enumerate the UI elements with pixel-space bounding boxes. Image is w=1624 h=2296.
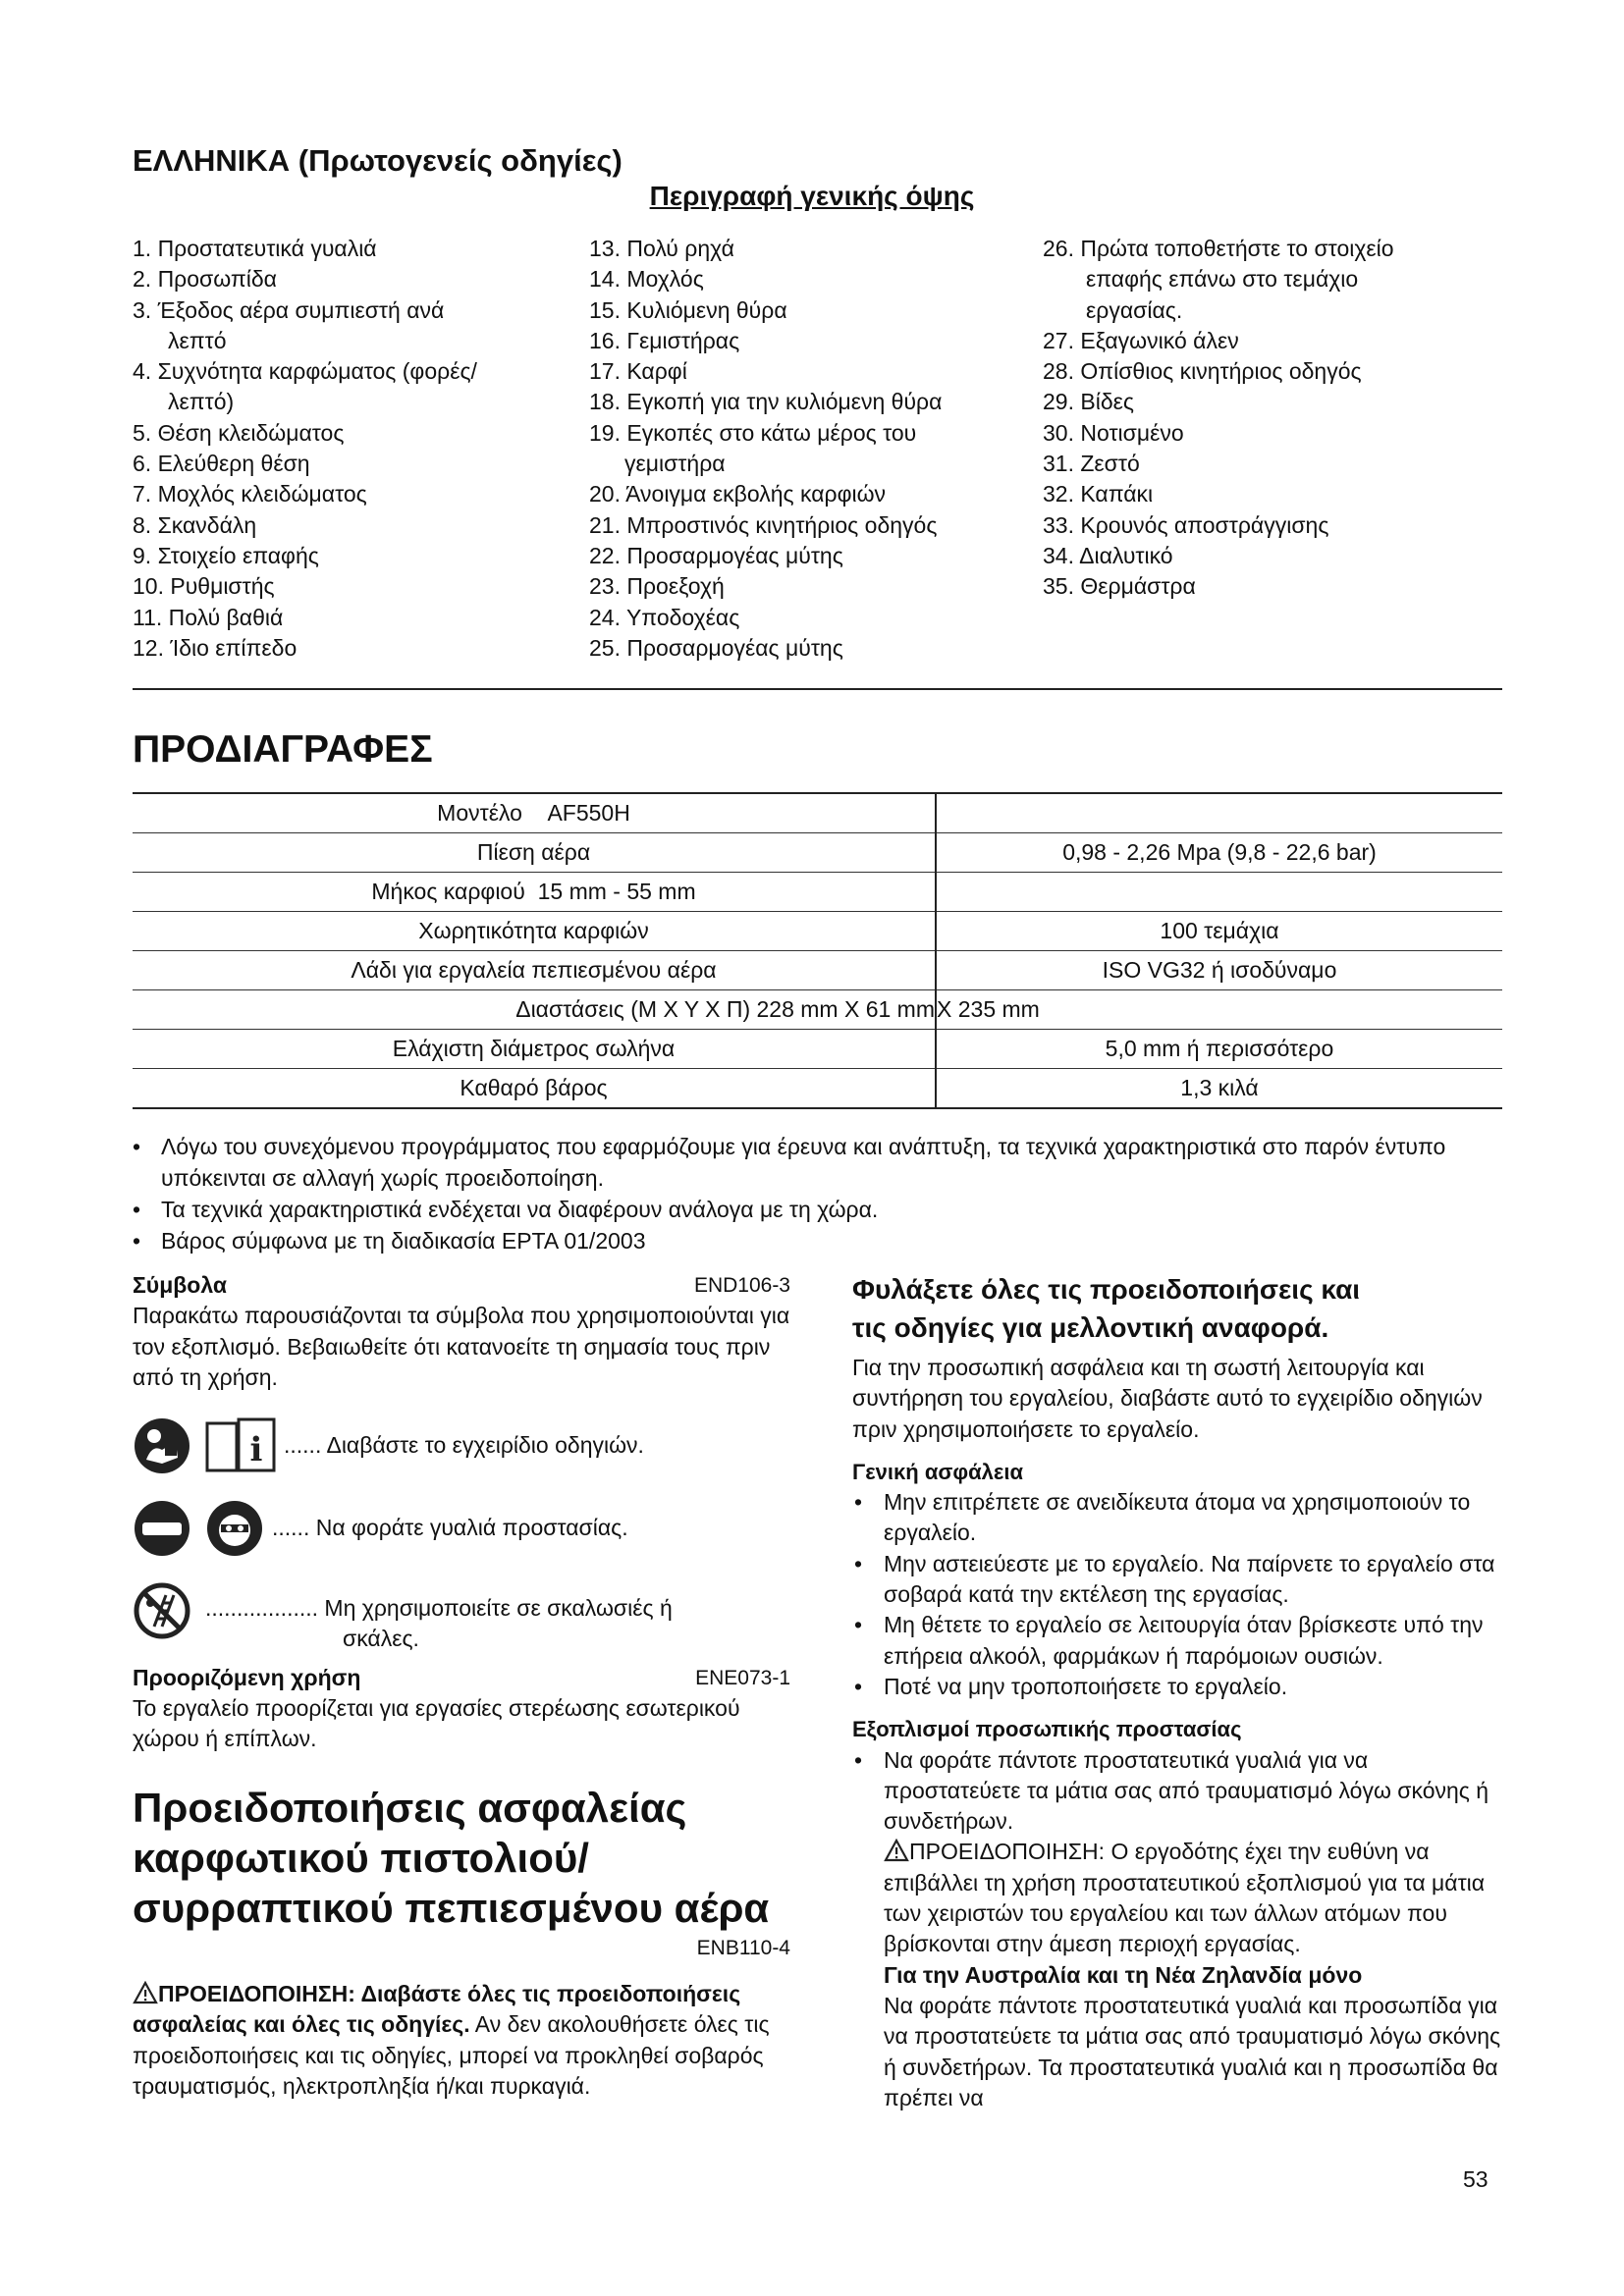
part-item: 23. Προεξοχή (589, 573, 725, 600)
part-item: 2. Προσωπίδα (133, 266, 277, 293)
list-item: • Μη θέτετε το εργαλείο σε λειτουργία όταν βρίσκεστε υπό την επήρεια αλκοόλ, φαρμάκων ή παρόμοιων ουσιών. (854, 1612, 1484, 1669)
list-item-text: Μη θέτετε το εργαλείο σε λειτουργία όταν βρίσκεστε υπό την επήρεια αλκοόλ, φαρμάκων ή παρόμοιων ουσιών. (884, 1612, 1484, 1669)
list-item-text: Ποτέ να μην τροποποιήσετε το εργαλείο. (884, 1673, 1288, 1699)
warning-text: Αν δεν ακολουθήσετε όλες τις προειδοποιήσεις και τις οδηγίες, μπορεί να προκληθεί σοβαρός τραυματισμός, ηλεκτροπληξία ή/και πυρκαγιά. (133, 2011, 770, 2099)
symbol-row-manual (133, 1416, 790, 1475)
title-line: καρφωτικού πιστολιού/ (133, 1834, 589, 1881)
part-item: λεπτό) (168, 389, 235, 415)
part-item: 18. Εγκοπή για την κυλιόμενη θύρα (589, 389, 943, 415)
spec-label (133, 990, 936, 1030)
spec-value: 1,3 κιλά (936, 1069, 1502, 1109)
part-item: 28. Οπίσθιος κινητήριος οδηγός (1043, 358, 1362, 385)
specs-title: ΠΡΟΔΙΑΓΡΑΦΕΣ (133, 728, 433, 771)
spec-label: Χωρητικότητα καρφιών (133, 912, 936, 951)
part-item: γεμιστήρα (624, 451, 726, 477)
title-line: συρραπτικού πεπιεσμένου αέρα (133, 1884, 770, 1931)
list-item-text: Να φοράτε πάντοτε προστατευτικά γυαλιά για να προστατεύετε τα μάτια σας από τραυματισμό λόγω σκόνης ή συνδετήρων. (884, 1746, 1489, 1835)
intended-use-code: ENE073-1 (695, 1666, 790, 1689)
australia-heading: Για την Αυστραλία και τη Νέα Ζηλανδία μόνο (884, 1961, 1363, 1988)
part-item: 19. Εγκοπές στο κάτω μέρος του (589, 419, 917, 446)
symbols-title: Σύμβολα (133, 1272, 227, 1298)
manual-book-icon (205, 1417, 276, 1474)
symbols-intro: Παρακάτω παρουσιάζονται τα σύμβολα που χρησιμοποιούνται για τον εξοπλισμό. Βεβαιωθείτε ότι κατανοείτε τη σημασία τους πριν από τη χρήση. (133, 1303, 790, 1390)
table-row (133, 1030, 1502, 1069)
spec-value: ISO VG32 ή ισοδύναμο (936, 951, 1502, 990)
keep-warnings-title (852, 1270, 1502, 1347)
part-item: 20. Άνοιγμα εκβολής καρφιών (589, 481, 887, 507)
part-item: 24. Υποδοχέας (589, 604, 740, 630)
safety-warning-paragraph (133, 1979, 790, 2102)
australia-text: Να φοράτε πάντοτε προστατευτικά γυαλιά και προσωπίδα για να προστατεύετε τα μάτια σας από τραυματισμό λόγω σκόνης ή συνδετήρων. Τα προστατευτικά γυαλιά και η προσωπίδα θα πρέπει να (884, 1992, 1501, 2110)
part-item: 27. Εξαγωνικό άλεν (1043, 327, 1239, 353)
dims-value-a: 228 mm X 61 mm (756, 996, 935, 1022)
symbol-icons (133, 1499, 264, 1558)
spec-label (133, 873, 936, 912)
right-intro: Για την προσωπική ασφάλεια και τη σωστή λειτουργία και συντήρηση του εργαλείου, διαβάστε αυτό το εγχειρίδιο οδηγιών πριν χρησιμοποιήσετε το εργαλείο. (852, 1355, 1483, 1442)
spec-label (133, 793, 936, 833)
part-item: 17. Καρφί (589, 358, 687, 385)
table-row (133, 873, 1502, 912)
nail-length-value: 15 mm - 55 mm (537, 879, 696, 904)
part-item: 8. Σκανδάλη (133, 511, 257, 538)
note-item: • Τα τεχνικά χαρακτηριστικά ενδέχεται να διαφέρουν ανάλογα με τη χώρα. (133, 1197, 879, 1222)
part-item: 11. Πολύ βαθιά (133, 604, 284, 630)
spec-value (936, 873, 1502, 912)
title-line: τις οδηγίες για μελλοντική αναφορά. (852, 1312, 1329, 1343)
table-row (133, 833, 1502, 873)
list-item-text: Μην αστειεύεστε με το εργαλείο. Να παίρνετε το εργαλείο στα σοβαρά κατά την εκτέλεση της εργασίας. (884, 1550, 1495, 1608)
list-item: • Μην επιτρέπετε σε ανειδίκευτα άτομα να χρησιμοποιούν το εργαλείο. (854, 1489, 1471, 1546)
safety-glasses-icon (133, 1499, 191, 1558)
ppe-warning-text: ΠΡΟΕΙΔΟΠΟΙΗΣΗ: Ο εργοδότης έχει την ευθύνη να επιβάλλει τη χρήση προστατευτικού εξοπλισμού για τα μάτια των χειριστών του εργαλείου και των άλλων ατόμων που βρίσκονται στην άμεση περιοχή εργασίας. (884, 1839, 1486, 1957)
part-item: 31. Ζεστό (1043, 451, 1140, 477)
title-line: Προειδοποιήσεις ασφαλείας (133, 1784, 687, 1831)
part-item: 33. Κρουνός αποστράγγισης (1043, 511, 1329, 538)
table-row (133, 990, 1502, 1030)
page-number: 53 (1463, 2166, 1489, 2192)
svg-text:i: i (249, 1430, 263, 1470)
left-column (133, 1270, 790, 2102)
part-item: 34. Διαλυτικό (1043, 542, 1173, 568)
list-item: • Να φοράτε πάντοτε προστατευτικά γυαλιά για να προστατεύετε τα μάτια σας από τραυματισμό λόγω σκόνης ή συνδετήρων. (854, 1746, 1489, 1835)
spec-notes (133, 1131, 1507, 1256)
parts-column-3 (1043, 234, 1394, 603)
part-item: 10. Ρυθμιστής (133, 573, 275, 600)
intended-use-heading (133, 1663, 790, 1693)
part-item: 13. Πολύ ρηχά (589, 236, 734, 261)
part-item: 25. Προσαρμογέας μύτης (589, 634, 843, 661)
part-item: 7. Μοχλός κλειδώματος (133, 481, 367, 507)
list-item: • Μην αστειεύεστε με το εργαλείο. Να παίρνετε το εργαλείο στα σοβαρά κατά την εκτέλεση της εργασίας. (854, 1550, 1495, 1608)
read-manual-text: ...... Διαβάστε το εγχειρίδιο οδηγιών. (284, 1432, 644, 1459)
spec-value: X 235 mm (936, 990, 1502, 1030)
symbols-heading (133, 1270, 790, 1301)
intended-use-title: Προοριζόμενη χρήση (133, 1664, 361, 1690)
part-item: 16. Γεμιστήρας (589, 327, 740, 353)
parts-column-2 (589, 234, 942, 664)
nail-length-label: Μήκος καρφιού (371, 879, 525, 904)
spec-value: 5,0 mm ή περισσότερο (936, 1030, 1502, 1069)
ppe-warning (852, 1837, 1502, 1959)
list-item-text: Μην επιτρέπετε σε ανειδίκευτα άτομα να χρησιμοποιούν το εργαλείο. (884, 1489, 1471, 1546)
warning-triangle-icon (884, 1839, 909, 1862)
list-item: • Ποτέ να μην τροποποιήσετε το εργαλείο. (854, 1673, 1288, 1699)
section-divider (133, 688, 1502, 690)
part-item: 14. Μοχλός (589, 266, 704, 293)
part-item: 3. Έξοδος αέρα συμπιεστή ανά (133, 296, 445, 323)
right-column (852, 1270, 1502, 2113)
part-item: 21. Μπροστινός κινητήριος οδηγός (589, 511, 938, 538)
part-item: 9. Στοιχείο επαφής (133, 542, 319, 568)
no-ladder-text (205, 1593, 673, 1655)
dims-label: Διαστάσεις (Μ Χ Υ Χ Π) (515, 996, 751, 1022)
ppe-heading: Εξοπλισμοί προσωπικής προστασίας (852, 1717, 1242, 1742)
model-value: AF550H (547, 800, 630, 826)
overview-title: Περιγραφή γενικής όψης (649, 181, 975, 211)
read-manual-icon (133, 1416, 191, 1475)
part-item: 29. Βίδες (1043, 389, 1134, 415)
part-item: 15. Κυλιόμενη θύρα (589, 296, 787, 323)
model-label: Μοντέλο (437, 800, 522, 826)
language-title: ΕΛΛΗΝΙΚΑ (Πρωτογενείς οδηγίες) (133, 143, 623, 178)
symbols-code: END106-3 (693, 1274, 790, 1297)
no-ladder-line: .................. Μη χρησιμοποιείτε σε σκαλωσιές ή (205, 1595, 673, 1622)
spec-label: Καθαρό βάρος (133, 1069, 936, 1109)
face-shield-icon (205, 1499, 264, 1558)
safety-code: ENB110-4 (696, 1936, 790, 1959)
parts-column-1 (133, 234, 477, 664)
note-text: Τα τεχνικά χαρακτηριστικά ενδέχεται να διαφέρουν ανάλογα με τη χώρα. (161, 1197, 879, 1222)
part-item: 32. Καπάκι (1043, 481, 1154, 507)
note-item: • Λόγω του συνεχόμενου προγράμματος που εφαρμόζουμε για έρευνα και ανάπτυξη, τα τεχνικά χαρακτηριστικά στο παρόν έντυπο υπόκεινται σε αλλαγή χωρίς προειδοποίηση. (133, 1134, 1446, 1191)
part-item: 5. Θέση κλειδώματος (133, 419, 345, 446)
spec-label: Λάδι για εργαλεία πεπιεσμένου αέρα (133, 951, 936, 990)
spec-value: 0,98 - 2,26 Mpa (9,8 - 22,6 bar) (936, 833, 1502, 873)
warning-bold-text: ΠΡΟΕΙΔΟΠΟΙΗΣΗ: Διαβάστε όλες τις προειδοποιήσεις ασφαλείας και όλες τις οδηγίες. (133, 1980, 741, 2038)
note-text: Λόγω του συνεχόμενου προγράμματος που εφαρμόζουμε για έρευνα και ανάπτυξη, τα τεχνικά χαρακτηριστικά στο παρόν έντυπο υπόκεινται σε αλλαγή χωρίς προειδοποίηση. (161, 1134, 1446, 1191)
spec-label: Ελάχιστη διάμετρος σωλήνα (133, 1030, 936, 1069)
intended-use-text: Το εργαλείο προορίζεται για εργασίες στερέωσης εσωτερικού χώρου ή επίπλων. (133, 1695, 740, 1752)
title-line: Φυλάξετε όλες τις προειδοποιήσεις και (852, 1274, 1361, 1305)
part-item: λεπτό (168, 327, 227, 353)
part-item: 6. Ελεύθερη θέση (133, 451, 310, 477)
general-safety-heading: Γενική ασφάλεια (852, 1459, 1023, 1484)
part-item: 35. Θερμάστρα (1043, 573, 1196, 600)
part-item: 26. Πρώτα τοποθετήστε το στοιχείο (1043, 236, 1394, 261)
part-item: 12. Ίδιο επίπεδο (133, 634, 298, 661)
symbol-row-glasses (133, 1499, 790, 1558)
no-ladder-icon (133, 1581, 191, 1640)
part-item: επαφής επάνω στο τεμάχιο (1086, 266, 1359, 293)
wear-glasses-text: ...... Να φοράτε γυαλιά προστασίας. (272, 1515, 628, 1541)
safety-warnings-title (133, 1783, 790, 1933)
note-text: Βάρος σύμφωνα με τη διαδικασία EPTA 01/2003 (161, 1228, 646, 1254)
spec-label: Πίεση αέρα (133, 833, 936, 873)
part-item: 1. Προστατευτικά γυαλιά (133, 236, 377, 261)
part-item: 4. Συχνότητα καρφώματος (φορές/ (133, 358, 477, 385)
symbol-icons (133, 1416, 276, 1475)
part-item: εργασίας. (1086, 296, 1183, 323)
table-row (133, 1069, 1502, 1109)
no-ladder-line: σκάλες. (343, 1626, 419, 1652)
spec-value (936, 793, 1502, 833)
table-row (133, 793, 1502, 833)
warning-triangle-icon (133, 1981, 158, 2004)
part-item: 30. Νοτισμένο (1043, 419, 1184, 446)
note-item: • Βάρος σύμφωνα με τη διαδικασία EPTA 01/2003 (133, 1228, 646, 1254)
symbol-row-ladder (133, 1581, 790, 1655)
spec-value: 100 τεμάχια (936, 912, 1502, 951)
specs-table (133, 792, 1502, 1109)
table-row (133, 951, 1502, 990)
part-item: 22. Προσαρμογέας μύτης (589, 542, 843, 568)
table-row (133, 912, 1502, 951)
